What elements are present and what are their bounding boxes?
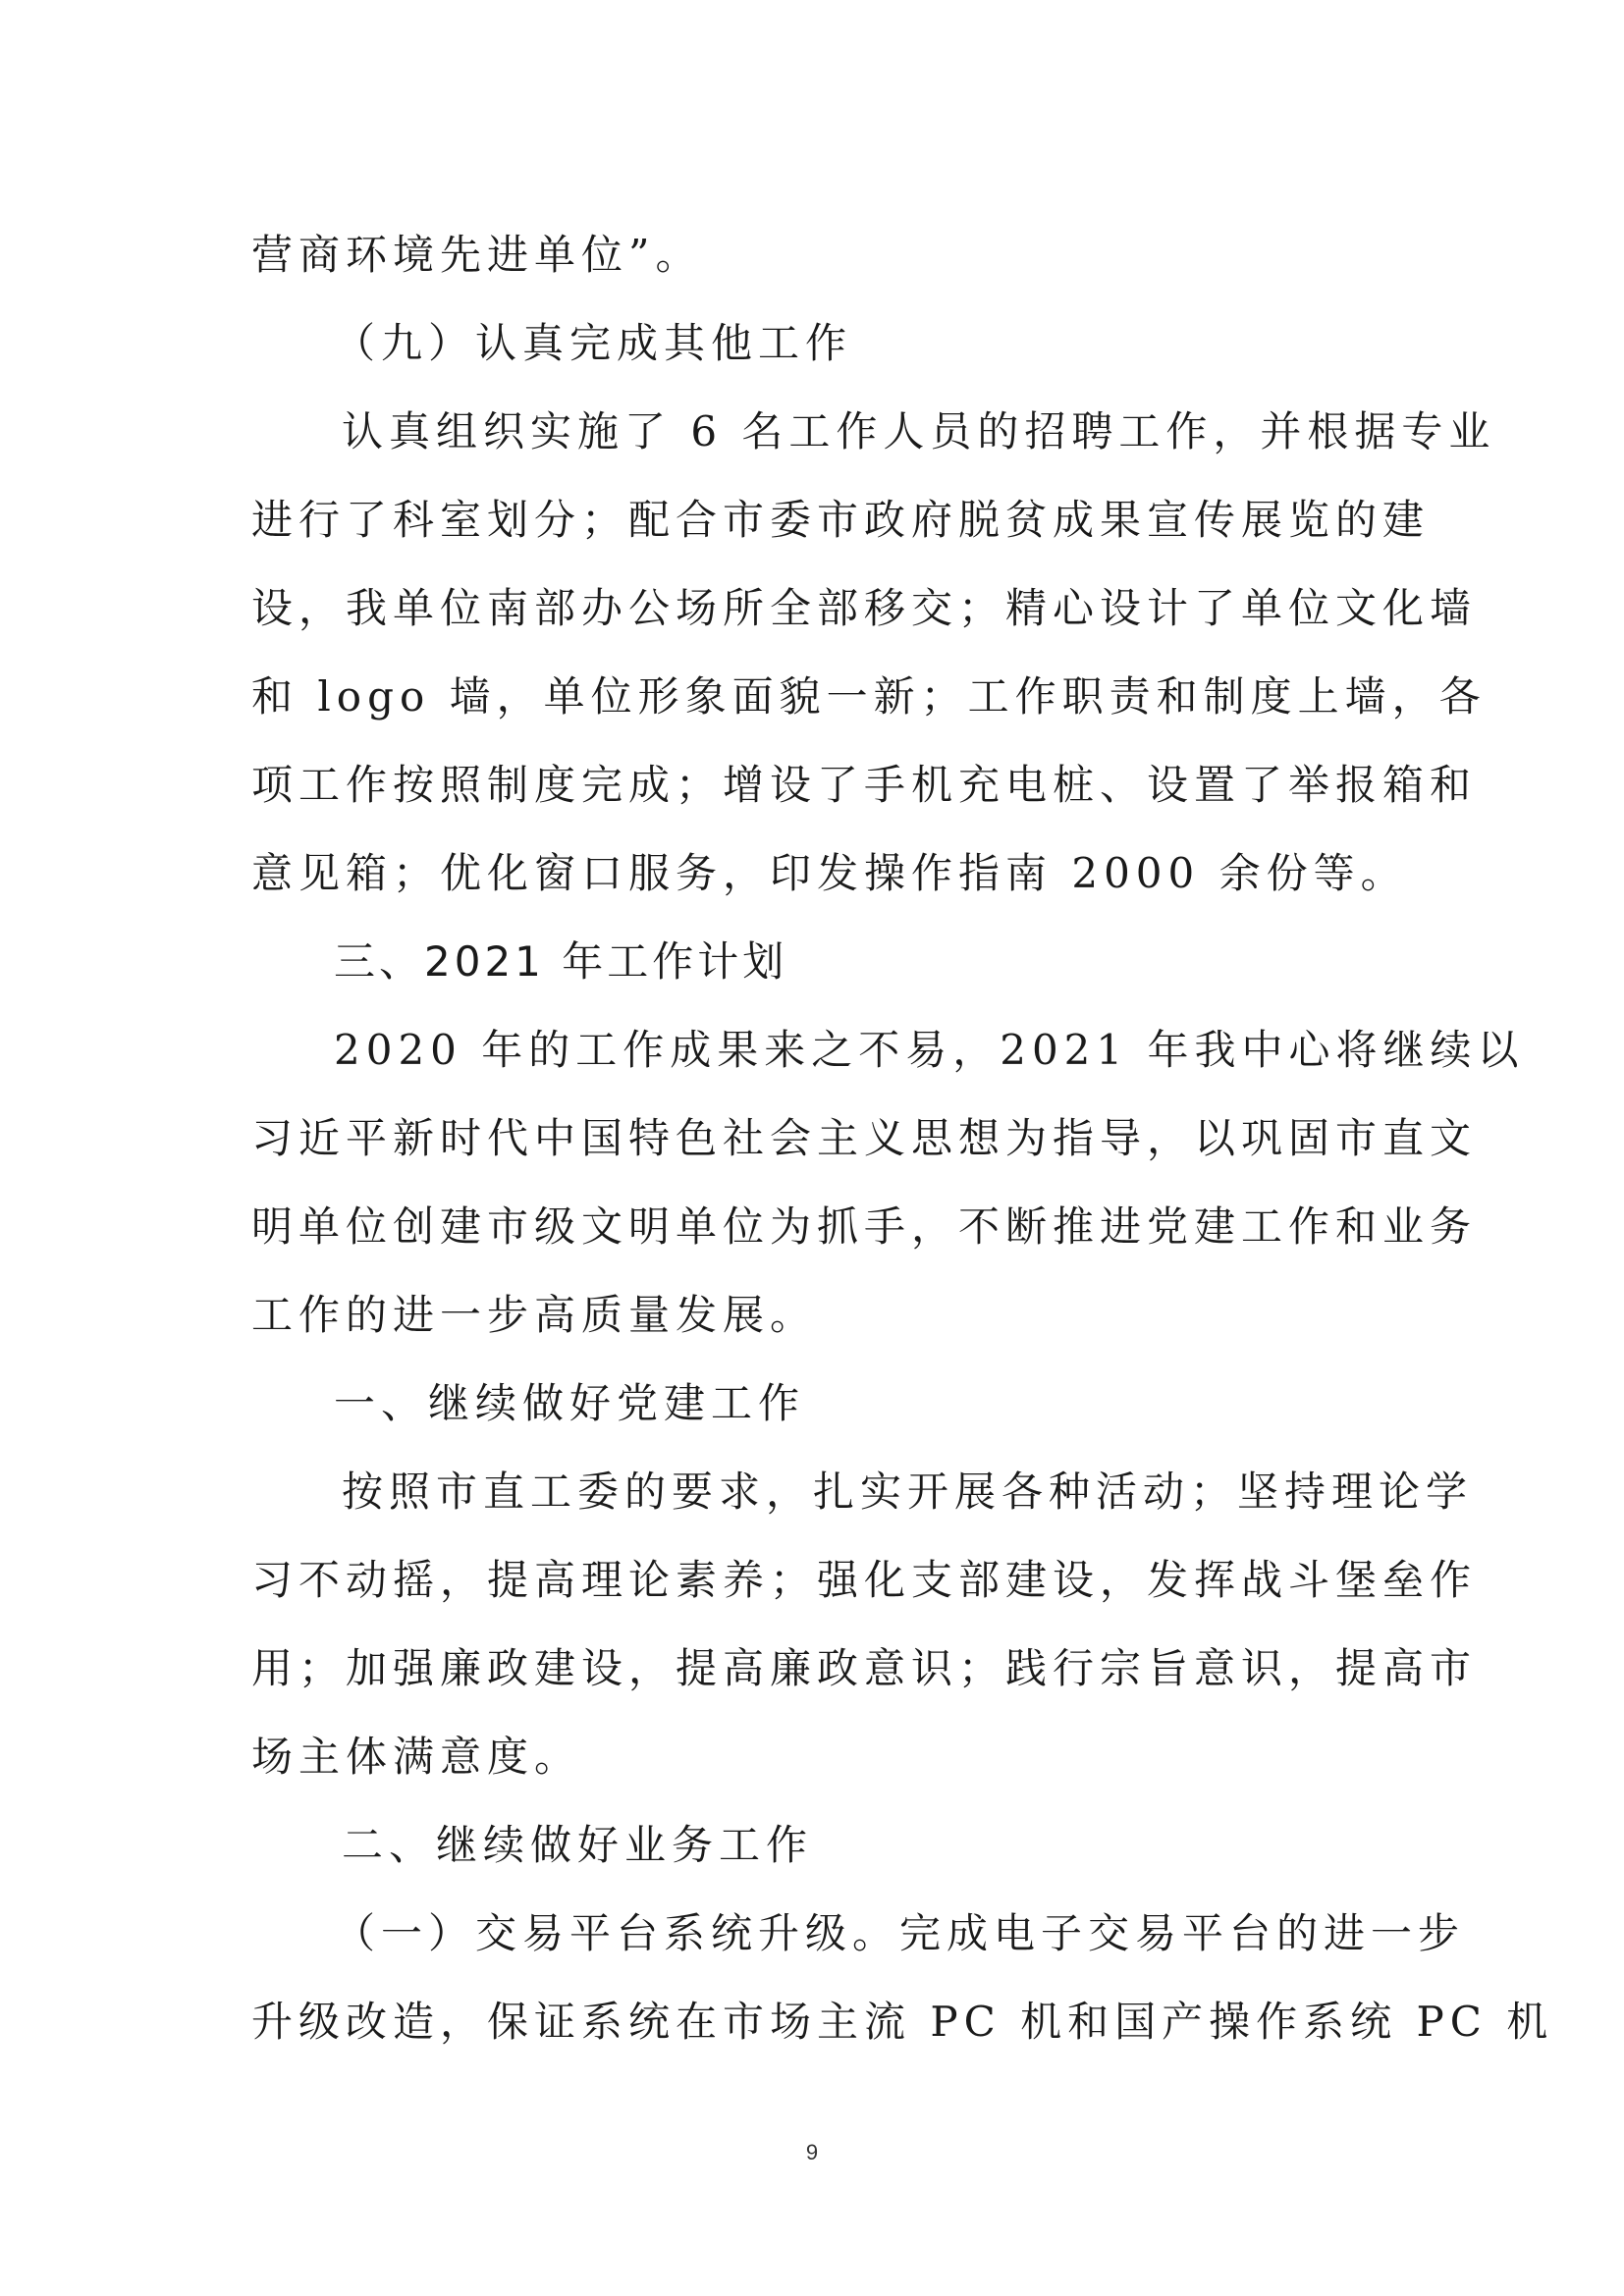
- section-heading: （九）认真完成其他工作: [334, 319, 853, 367]
- text-line: 按照市直工委的要求，扎实开展各种活动；坚持理论学: [342, 1468, 1474, 1516]
- page-number: 9: [805, 2140, 819, 2164]
- section-heading: 三、2021 年工作计划: [334, 937, 788, 986]
- text-line: 2020 年的工作成果来之不易，2021 年我中心将继续以: [334, 1026, 1525, 1074]
- text-line: 升级改造，保证系统在市场主流 PC 机和国产操作系统 PC 机: [251, 1998, 1554, 2046]
- text-line: 工作的进一步高质量发展。: [251, 1291, 818, 1339]
- text-line: 场主体满意度。: [251, 1733, 582, 1781]
- text-line: 营商环境先进单位”。: [251, 231, 703, 279]
- text-line: 认真组织实施了 6 名工作人员的招聘工作，并根据专业: [342, 407, 1496, 455]
- section-heading: 一、继续做好党建工作: [334, 1379, 806, 1427]
- section-heading: 二、继续做好业务工作: [342, 1821, 814, 1869]
- text-line: 意见箱；优化窗口服务，印发操作指南 2000 余份等。: [251, 849, 1408, 897]
- text-line: 设，我单位南部办公场所全部移交；精心设计了单位文化墙: [251, 584, 1478, 632]
- text-line: （一）交易平台系统升级。完成电子交易平台的进一步: [334, 1909, 1466, 1957]
- text-line: 项工作按照制度完成；增设了手机充电桩、设置了举报箱和: [251, 761, 1478, 809]
- text-line: 进行了科室划分；配合市委市政府脱贫成果宣传展览的建: [251, 496, 1431, 544]
- text-line: 明单位创建市级文明单位为抓手，不断推进党建工作和业务: [251, 1202, 1478, 1251]
- body-text: [251, 211, 1554, 2066]
- text-line: 和 logo 墙，单位形象面貌一新；工作职责和制度上墙，各: [251, 672, 1487, 721]
- text-line: 习近平新时代中国特色社会主义思想为指导，以巩固市直文: [251, 1114, 1478, 1162]
- text-line: 用；加强廉政建设，提高廉政意识；践行宗旨意识，提高市: [251, 1644, 1478, 1692]
- text-line: 习不动摇，提高理论素养；强化支部建设，发挥战斗堡垒作: [251, 1556, 1478, 1604]
